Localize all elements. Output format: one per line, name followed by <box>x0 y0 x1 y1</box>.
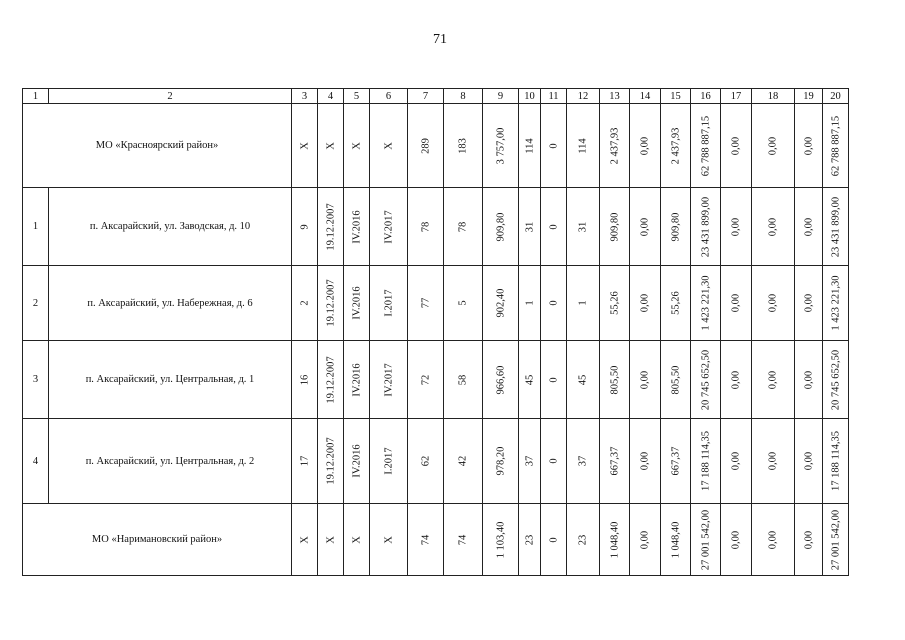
building-address: п. Аксарайский, ул. Набережная, д. 6 <box>49 266 292 341</box>
column-number-cell: 11 <box>541 89 567 104</box>
cell-value: 909,80 <box>495 212 506 241</box>
column-number-cell: 1 <box>23 89 49 104</box>
cell-value: X <box>325 535 336 544</box>
data-cell <box>752 266 795 341</box>
data-cell <box>721 504 752 576</box>
cell-value: X <box>351 535 362 544</box>
building-address: п. Аксарайский, ул. Заводская, д. 10 <box>49 188 292 266</box>
cell-value: X <box>383 141 394 150</box>
cell-value: 2 437,93 <box>609 127 620 164</box>
data-cell <box>344 419 370 504</box>
data-cell <box>541 188 567 266</box>
cell-value: IV.2017 <box>383 362 394 397</box>
data-cell <box>721 104 752 188</box>
data-cell <box>823 504 849 576</box>
data-cell <box>292 266 318 341</box>
column-number-cell: 14 <box>630 89 661 104</box>
cell-value: 0 <box>548 376 559 383</box>
row-number: 1 <box>23 188 49 266</box>
data-cell <box>691 504 721 576</box>
cell-value: 902,40 <box>495 288 506 318</box>
cell-value: X <box>299 141 310 150</box>
data-cell <box>600 419 630 504</box>
cell-value: 17 188 114,35 <box>830 431 841 491</box>
cell-value: 0,00 <box>639 370 651 389</box>
cell-value: 667,37 <box>670 446 681 476</box>
data-cell <box>752 188 795 266</box>
cell-value: 19.12.2007 <box>325 202 336 251</box>
data-cell <box>567 104 600 188</box>
cell-value: 23 <box>524 534 535 545</box>
district-name: МО «Красноярский район» <box>23 104 292 188</box>
data-cell <box>630 419 661 504</box>
data-cell <box>752 504 795 576</box>
cell-value: 1 423 221,30 <box>700 275 711 331</box>
cell-value: 17 <box>299 455 310 467</box>
data-cell <box>370 104 408 188</box>
cell-value: 17 188 114,35 <box>700 431 711 491</box>
building-row <box>23 266 849 341</box>
column-number-cell: 2 <box>49 89 292 104</box>
cell-value: 0 <box>548 142 559 149</box>
data-cell <box>292 341 318 419</box>
data-cell <box>444 266 483 341</box>
cell-value: 0,00 <box>767 530 779 549</box>
data-cell <box>408 504 444 576</box>
cell-value: 0,00 <box>803 451 814 471</box>
cell-value: 1 <box>524 300 535 306</box>
column-number-cell: 6 <box>370 89 408 104</box>
cell-value: 1 048,40 <box>609 521 620 558</box>
column-number-cell: 19 <box>795 89 823 104</box>
data-cell <box>721 188 752 266</box>
data-cell <box>541 419 567 504</box>
data-cell <box>795 341 823 419</box>
cell-value: IV.2016 <box>351 209 362 244</box>
data-cell <box>567 188 600 266</box>
column-number-cell: 13 <box>600 89 630 104</box>
cell-value: 2 <box>299 300 310 306</box>
cell-value: 966,60 <box>495 365 506 394</box>
data-cell <box>292 104 318 188</box>
data-cell <box>630 188 661 266</box>
cell-value: 55,26 <box>609 291 620 315</box>
cell-value: 1 048,40 <box>670 521 681 558</box>
cell-value: 0,00 <box>730 370 742 389</box>
data-cell <box>600 341 630 419</box>
cell-value: 978,20 <box>495 446 506 476</box>
cell-value: IV.2016 <box>351 286 362 320</box>
cell-value: 20 745 652,50 <box>700 349 711 410</box>
data-cell <box>630 104 661 188</box>
cell-value: 0,00 <box>639 136 651 155</box>
data-cell <box>370 504 408 576</box>
data-cell <box>661 266 691 341</box>
cell-value: 0,00 <box>639 293 651 313</box>
cell-value: 62 788 887,15 <box>830 115 841 176</box>
cell-value: I.2017 <box>383 289 394 317</box>
data-cell <box>519 504 541 576</box>
data-cell <box>344 504 370 576</box>
data-cell <box>630 341 661 419</box>
cell-value: 0,00 <box>767 217 779 236</box>
data-cell <box>344 341 370 419</box>
data-cell <box>370 188 408 266</box>
data-cell <box>752 104 795 188</box>
cell-value: X <box>351 141 362 150</box>
cell-value: IV.2016 <box>351 444 362 478</box>
cell-value: 31 <box>577 221 589 232</box>
column-number-cell: 12 <box>567 89 600 104</box>
cell-value: 0,00 <box>767 136 779 155</box>
cell-value: 23 431 899,00 <box>830 196 841 257</box>
data-cell <box>519 419 541 504</box>
cell-value: 62 <box>420 455 431 467</box>
cell-value: 0,00 <box>730 293 742 313</box>
column-number-cell: 20 <box>823 89 849 104</box>
data-cell <box>408 188 444 266</box>
data-cell <box>823 419 849 504</box>
cell-value: 667,37 <box>609 446 620 476</box>
cell-value: 16 <box>299 374 310 385</box>
data-cell <box>567 419 600 504</box>
data-cell <box>661 188 691 266</box>
cell-value: 23 <box>577 534 589 545</box>
cell-value: 74 <box>457 534 469 545</box>
column-number-cell: 17 <box>721 89 752 104</box>
cell-value: 77 <box>420 297 431 309</box>
data-cell <box>318 419 344 504</box>
data-cell <box>721 341 752 419</box>
data-cell <box>408 266 444 341</box>
cell-value: 19.12.2007 <box>325 355 336 404</box>
cell-value: 74 <box>420 534 431 545</box>
cell-value: 805,50 <box>670 365 681 394</box>
data-cell <box>567 266 600 341</box>
cell-value: 27 001 542,00 <box>830 509 841 570</box>
cell-value: I.2017 <box>383 447 394 475</box>
row-number: 2 <box>23 266 49 341</box>
data-cell <box>541 104 567 188</box>
data-cell <box>370 419 408 504</box>
cell-value: 5 <box>457 300 469 306</box>
data-cell <box>795 504 823 576</box>
column-number-cell: 9 <box>483 89 519 104</box>
cell-value: 37 <box>577 455 589 467</box>
data-cell <box>600 266 630 341</box>
data-cell <box>823 188 849 266</box>
data-cell <box>691 266 721 341</box>
cell-value: 0,00 <box>767 293 779 313</box>
cell-value: 0,00 <box>730 136 742 155</box>
data-cell <box>318 104 344 188</box>
cell-value: 0,00 <box>639 451 651 471</box>
cell-value: 909,80 <box>670 212 681 241</box>
cell-value: 62 788 887,15 <box>700 115 711 176</box>
cell-value: 0 <box>548 300 559 306</box>
data-cell <box>408 104 444 188</box>
column-number-cell: 18 <box>752 89 795 104</box>
data-cell <box>483 504 519 576</box>
data-cell <box>318 504 344 576</box>
data-cell <box>483 104 519 188</box>
cell-value: 19.12.2007 <box>325 279 336 327</box>
data-cell <box>444 104 483 188</box>
column-number-row <box>23 89 849 104</box>
data-cell <box>483 188 519 266</box>
district-row <box>23 504 849 576</box>
column-number-cell: 3 <box>292 89 318 104</box>
cell-value: 0 <box>548 223 559 230</box>
cell-value: X <box>299 535 310 544</box>
data-cell <box>795 419 823 504</box>
data-cell <box>483 419 519 504</box>
data-cell <box>292 504 318 576</box>
column-number-cell: 8 <box>444 89 483 104</box>
cell-value: 0,00 <box>803 530 814 549</box>
column-number-cell: 5 <box>344 89 370 104</box>
column-number-cell: 15 <box>661 89 691 104</box>
data-cell <box>344 104 370 188</box>
data-cell <box>483 266 519 341</box>
data-cell <box>408 419 444 504</box>
cell-value: 0,00 <box>730 217 742 236</box>
cell-value: 42 <box>457 455 469 467</box>
column-number-cell: 10 <box>519 89 541 104</box>
cell-value: 183 <box>457 137 469 154</box>
data-cell <box>795 266 823 341</box>
data-cell <box>752 419 795 504</box>
data-cell <box>541 341 567 419</box>
data-cell <box>318 266 344 341</box>
data-cell <box>408 341 444 419</box>
data-cell <box>630 504 661 576</box>
data-cell <box>691 188 721 266</box>
row-number: 4 <box>23 419 49 504</box>
cell-value: 27 001 542,00 <box>700 509 711 570</box>
row-number: 3 <box>23 341 49 419</box>
cell-value: 0,00 <box>730 451 742 471</box>
cell-value: 114 <box>524 137 535 154</box>
data-cell <box>661 104 691 188</box>
data-cell <box>721 266 752 341</box>
cell-value: 114 <box>577 137 589 154</box>
data-cell <box>795 188 823 266</box>
cell-value: 31 <box>524 221 535 232</box>
cell-value: 37 <box>524 455 535 467</box>
data-cell <box>483 341 519 419</box>
cell-value: 55,26 <box>670 291 681 315</box>
data-cell <box>600 188 630 266</box>
cell-value: X <box>325 141 336 150</box>
cell-value: 20 745 652,50 <box>830 349 841 410</box>
data-cell <box>292 419 318 504</box>
data-cell <box>370 341 408 419</box>
cell-value: 1 <box>577 300 589 306</box>
data-cell <box>344 266 370 341</box>
data-cell <box>444 341 483 419</box>
data-cell <box>318 188 344 266</box>
data-cell <box>823 104 849 188</box>
data-cell <box>823 266 849 341</box>
cell-value: 0,00 <box>767 451 779 471</box>
data-cell <box>519 188 541 266</box>
data-cell <box>519 104 541 188</box>
data-cell <box>519 266 541 341</box>
data-cell <box>823 341 849 419</box>
cell-value: 2 437,93 <box>670 127 681 164</box>
data-cell <box>344 188 370 266</box>
column-number-cell: 7 <box>408 89 444 104</box>
cell-value: 1 423 221,30 <box>830 275 841 331</box>
cell-value: 3 757,00 <box>495 127 506 164</box>
building-row <box>23 419 849 504</box>
cell-value: IV.2017 <box>383 209 394 244</box>
district-row <box>23 104 849 188</box>
housing-program-table <box>22 88 849 576</box>
data-cell <box>318 341 344 419</box>
cell-value: 0,00 <box>803 293 814 313</box>
data-cell <box>519 341 541 419</box>
column-number-cell: 16 <box>691 89 721 104</box>
cell-value: IV.2016 <box>351 362 362 397</box>
cell-value: 45 <box>577 374 589 385</box>
data-cell <box>752 341 795 419</box>
data-cell <box>292 188 318 266</box>
data-cell <box>567 504 600 576</box>
data-cell <box>661 341 691 419</box>
data-cell <box>691 419 721 504</box>
data-cell <box>795 104 823 188</box>
cell-value: 23 431 899,00 <box>700 196 711 257</box>
cell-value: 72 <box>420 374 431 385</box>
building-address: п. Аксарайский, ул. Центральная, д. 1 <box>49 341 292 419</box>
cell-value: 1 103,40 <box>495 521 506 558</box>
data-cell <box>691 341 721 419</box>
data-cell <box>567 341 600 419</box>
cell-value: 0 <box>548 536 559 543</box>
cell-value: 805,50 <box>609 365 620 394</box>
cell-value: 58 <box>457 374 469 385</box>
cell-value: 909,80 <box>609 212 620 241</box>
district-name: МО «Наримановский район» <box>23 504 292 576</box>
column-number-cell: 4 <box>318 89 344 104</box>
cell-value: X <box>383 535 394 544</box>
data-cell <box>444 419 483 504</box>
data-cell <box>541 266 567 341</box>
data-cell <box>691 104 721 188</box>
cell-value: 78 <box>420 221 431 232</box>
cell-value: 0,00 <box>767 370 779 389</box>
cell-value: 0,00 <box>639 530 651 549</box>
data-cell <box>630 266 661 341</box>
building-row <box>23 188 849 266</box>
data-cell <box>600 504 630 576</box>
cell-value: 0,00 <box>730 530 742 549</box>
cell-value: 0,00 <box>803 136 814 155</box>
cell-value: 19.12.2007 <box>325 437 336 485</box>
cell-value: 78 <box>457 221 469 232</box>
data-cell <box>370 266 408 341</box>
cell-value: 0,00 <box>639 217 651 236</box>
data-cell <box>541 504 567 576</box>
cell-value: 289 <box>420 137 431 154</box>
data-cell <box>721 419 752 504</box>
data-cell <box>600 104 630 188</box>
cell-value: 9 <box>299 223 310 230</box>
cell-value: 0,00 <box>803 217 814 236</box>
cell-value: 0 <box>548 458 559 464</box>
data-cell <box>444 188 483 266</box>
building-address: п. Аксарайский, ул. Центральная, д. 2 <box>49 419 292 504</box>
data-cell <box>444 504 483 576</box>
data-cell <box>661 419 691 504</box>
cell-value: 45 <box>524 374 535 385</box>
data-cell <box>661 504 691 576</box>
page-number: 71 <box>433 32 447 47</box>
building-row <box>23 341 849 419</box>
cell-value: 0,00 <box>803 370 814 389</box>
